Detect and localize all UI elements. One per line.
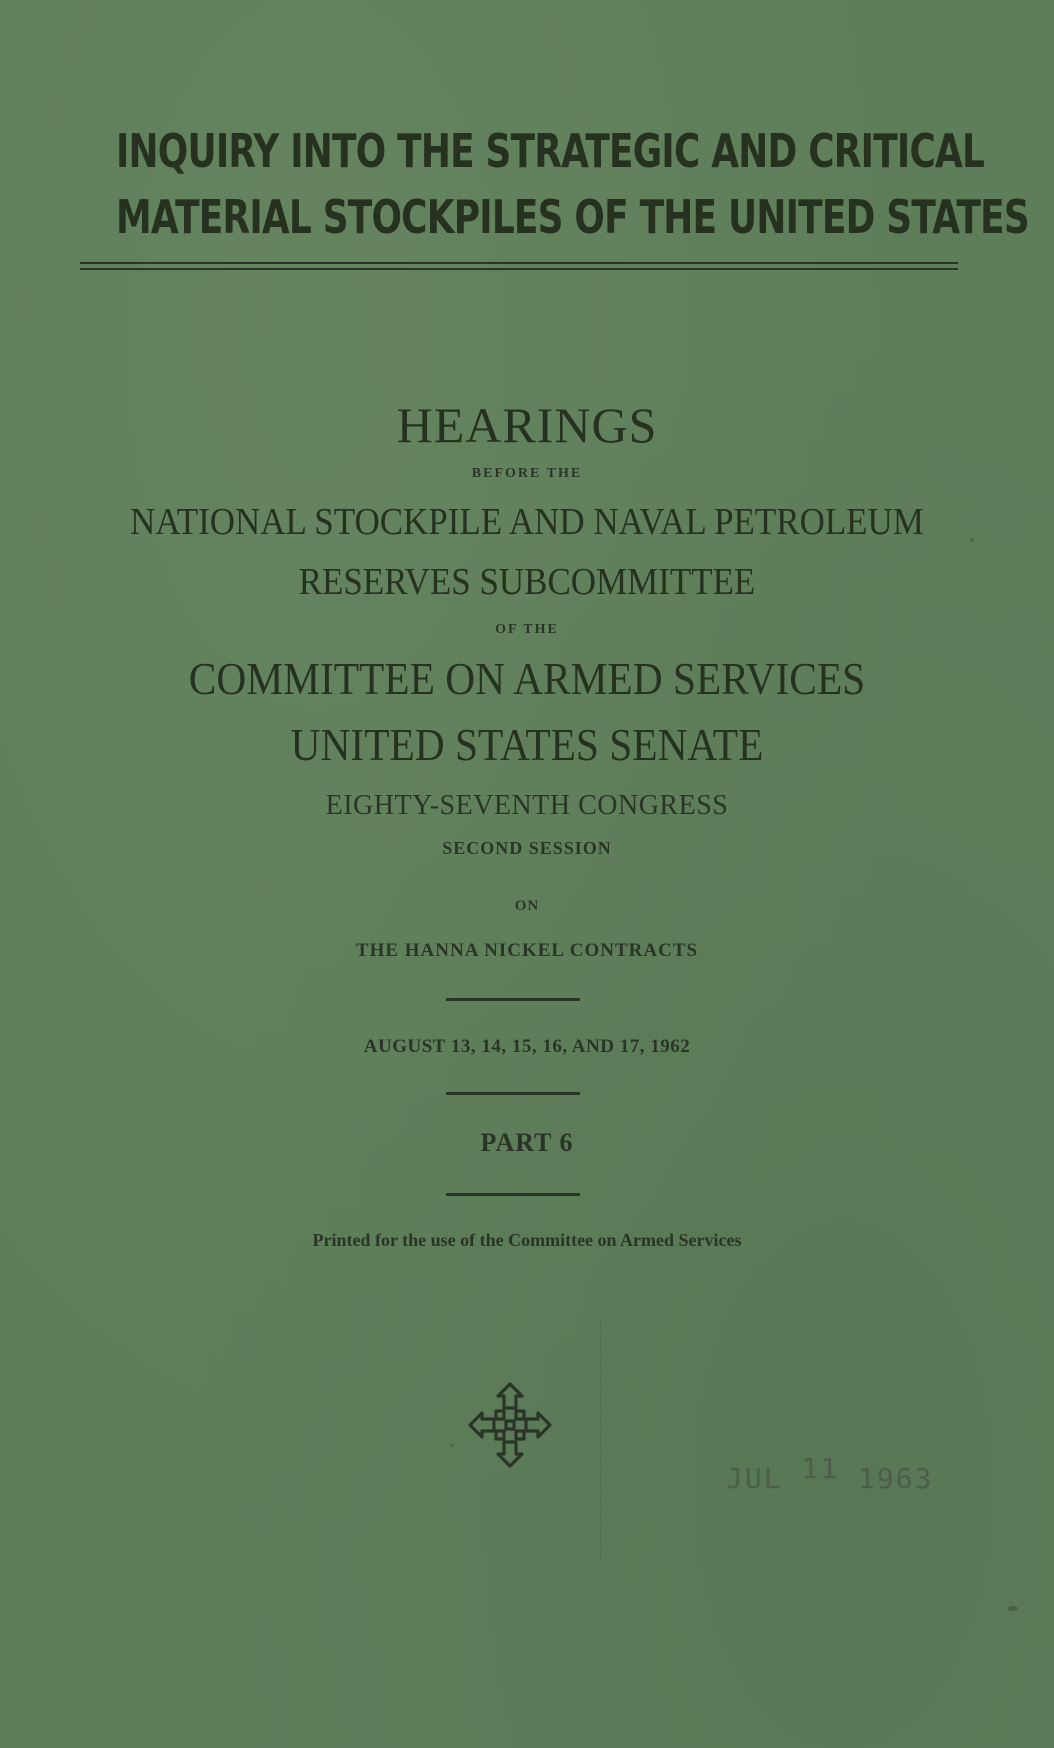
divider-rule-3 [446, 1193, 580, 1196]
subcommittee-name-line-1: NATIONAL STOCKPILE AND NAVAL PETROLEUM [130, 501, 924, 543]
before-the-label: BEFORE THE [471, 466, 583, 481]
subcommittee-name-line-2: RESERVES SUBCOMMITTEE [298, 561, 756, 603]
hearing-dates: AUGUST 13, 14, 15, 16, AND 17, 1962 [363, 1036, 691, 1057]
main-title-line-1: INQUIRY INTO THE STRATEGIC AND CRITICAL [115, 124, 985, 178]
main-title-line-2: MATERIAL STOCKPILES OF THE UNITED STATES [115, 190, 1029, 244]
government-printing-office-emblem-icon [466, 1380, 554, 1470]
stamp-year: 1963 [858, 1462, 934, 1495]
paper-speck [970, 538, 974, 542]
paper-speck [450, 1444, 453, 1447]
printed-for-note: Printed for the use of the Committee on Armed Services [312, 1230, 742, 1250]
stamp-month: JUL [726, 1462, 783, 1495]
paper-speck [1008, 1606, 1018, 1611]
part-number: PART 6 [480, 1128, 574, 1157]
of-the-label: OF THE [495, 622, 559, 637]
received-date-stamp [726, 1452, 934, 1495]
session-label: SECOND SESSION [442, 838, 612, 858]
hearing-subject: THE HANNA NICKEL CONTRACTS [355, 940, 699, 961]
stamp-day: 11 [801, 1452, 840, 1485]
committee-name: COMMITTEE ON ARMED SERVICES [188, 653, 866, 704]
library-stamp-area [600, 1320, 981, 1560]
main-title [115, 118, 1029, 250]
congress-label: EIGHTY-SEVENTH CONGRESS [325, 790, 729, 821]
senate-name: UNITED STATES SENATE [290, 719, 764, 770]
on-label: ON [514, 898, 540, 914]
title-double-rule [80, 262, 958, 270]
divider-rule-1 [446, 998, 580, 1001]
divider-rule-2 [446, 1092, 580, 1095]
hearings-heading: HEARINGS [396, 397, 658, 453]
